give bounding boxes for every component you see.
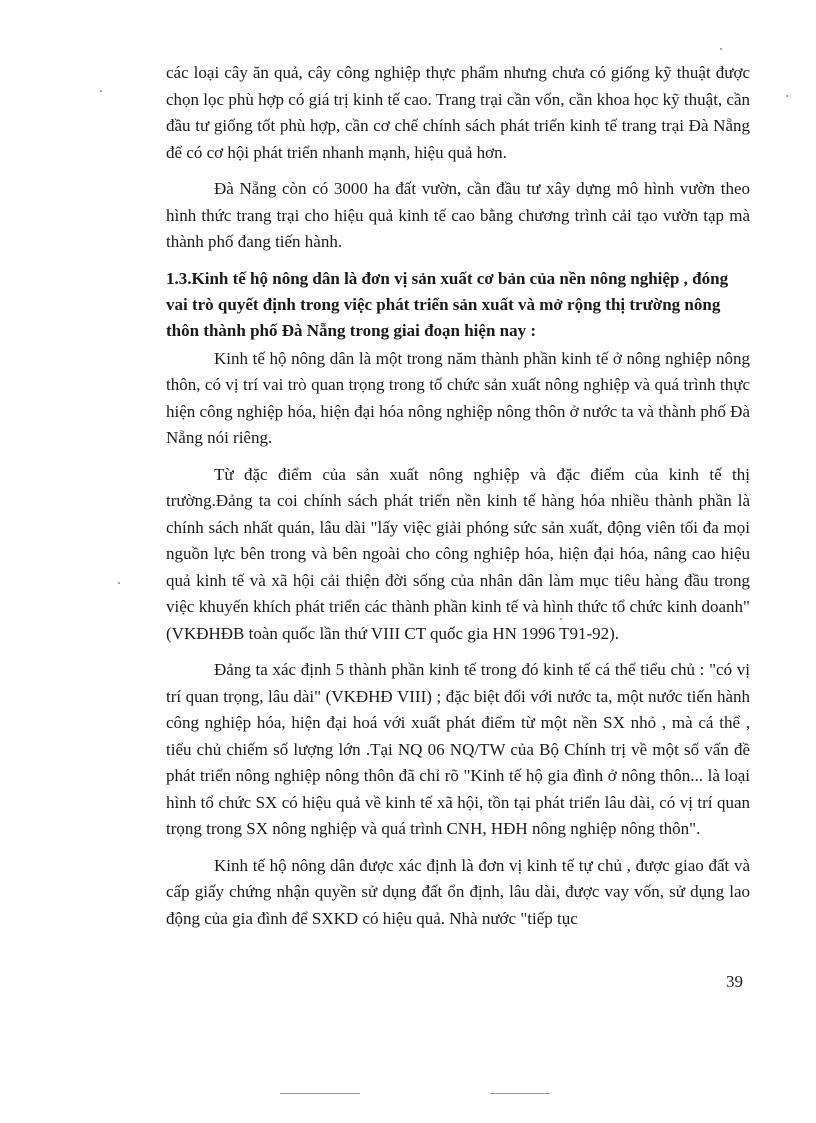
scan-speck — [118, 582, 120, 584]
paragraph-orchard-needs: các loại cây ăn quả, cây công nghiệp thực phẩm nhưng chưa có giống kỹ thuật được chọn lọc phù hợp có giá trị kinh tế cao. Trang trại cần vốn, cần khoa học kỹ thuật, cần đầu tư giống tốt phù hợp, cần cơ chế chính sách phát triển kinh tế trang trại Đà Nẵng để có cơ hội phát triển nhanh mạnh, hiệu quả hơn. — [166, 63, 751, 162]
scan-speck — [560, 618, 562, 620]
document-body — [166, 60, 750, 942]
scan-speck — [100, 90, 102, 92]
page-number: 39 — [726, 972, 743, 991]
paragraph-household-economy: Kinh tế hộ nông dân là một trong năm thành phần kinh tế ở nông nghiệp nông thôn, có vị trí vai trò quan trọng trong tổ chức sản xuất nông nghiệp và quá trình thực hiện công nghiệp hóa, hiện đại hóa nông nghiệp nông thôn ở nước ta và thành phố Đà Nẵng nói riêng. — [166, 348, 750, 447]
paragraph-market-features: Từ đặc điểm của sản xuất nông nghiệp và đặc điểm của kinh tế thị trường.Đảng ta coi chính sách phát triển nền kinh tế hàng hóa nhiều thành phần là chính sách nhất quán, lâu dài "lấy việc giải phóng sức sản xuất, động viên tối đa mọi nguồn lực bên trong và bên ngoài cho công nghiệp hóa, hiện đại hóa, nâng cao hiệu quả kinh tế và xã hội cải thiện đời sống của nhân dân làm mục tiêu hàng đầu trong việc khuyến khích phát triển các thành phần kinh tế và hình thức tổ chức kinh doanh" (VKĐHĐB toàn quốc lần thứ VIII CT quốc gia HN 1996 T91-92). — [166, 464, 750, 643]
footer-rule-left — [280, 1093, 360, 1094]
section-heading-1-3: 1.3.Kinh tế hộ nông dân là đơn vị sản xuất cơ bản của nền nông nghiệp , đóng vai trò quyết định trong việc phát triển sản xuất và mở rộng thị trường nông thôn thành phố Đà Nẵng trong giai đoạn hiện nay : — [166, 268, 729, 340]
scan-speck — [720, 48, 722, 50]
paragraph-five-sectors: Đảng ta xác định 5 thành phần kinh tế trong đó kinh tế cá thể tiểu chủ : "có vị trí quan trọng, lâu dài" (VKĐHĐ VIII) ; đặc biệt đối với nước ta, một nước tiến hành công nghiệp hóa, hiện đại hoá với xuất phát điểm từ một nền SX nhỏ , mà cá thể , tiểu chủ chiếm số lượng lớn .Tại NQ 06 NQ/TW của Bộ Chính trị về một số vấn đề phát triển nông nghiệp nông thôn đã chỉ rõ "Kinh tế hộ gia đình ở nông thôn... là loại hình tổ chức SX có hiệu quả về kinh tế xã hội, tồn tại phát triển lâu dài, có vị trí quan trọng trong SX nông nghiệp và quá trình CNH, HĐH nông nghiệp nông thôn". — [166, 660, 750, 838]
footer-rule-right — [490, 1093, 550, 1094]
paragraph-garden-land: Đà Nẵng còn có 3000 ha đất vườn, cần đầu tư xây dựng mô hình vườn theo hình thức trang trại cho hiệu quả kinh tế cao bằng chương trình cải tạo vườn tạp mà thành phố đang tiến hành. — [166, 179, 750, 251]
paragraph-autonomous-unit: Kinh tế hộ nông dân được xác định là đơn vị kinh tế tự chủ , được giao đất và cấp giấy chứng nhận quyền sử dụng đất ổn định, lâu dài, được vay vốn, sử dụng lao động của gia đình để SXKD có hiệu quả. Nhà nước "tiếp tục — [166, 855, 750, 928]
scan-speck — [786, 95, 788, 97]
